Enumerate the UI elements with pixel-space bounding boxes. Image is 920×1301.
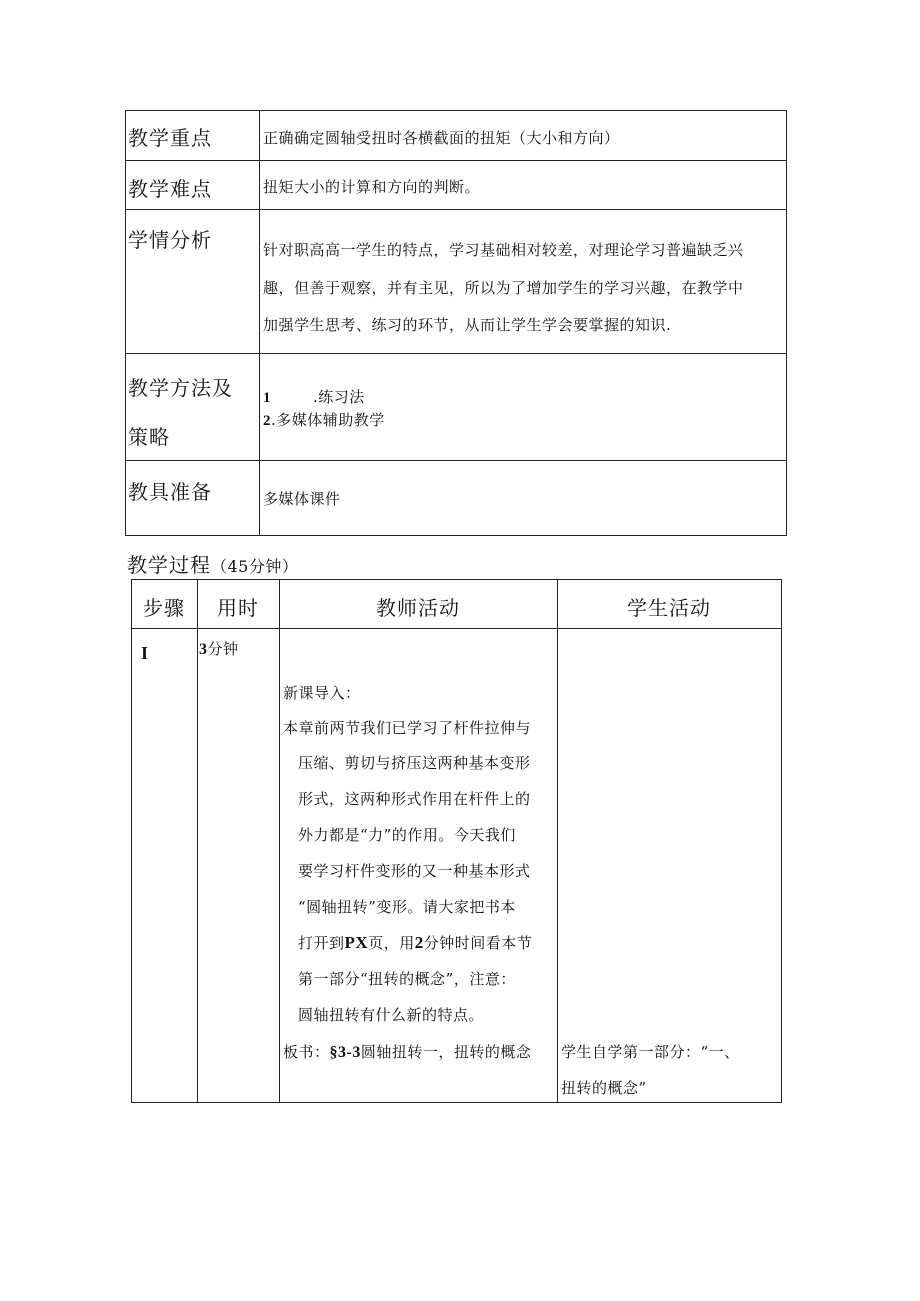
method-item-number: 1 <box>263 390 271 406</box>
key-points-label: 教学重点 <box>128 126 212 150</box>
process-title <box>127 549 298 578</box>
student-activity-line: 扭转的概念” <box>561 1079 647 1097</box>
materials-content: 多媒体课件 <box>263 490 341 508</box>
teacher-text-line: “圆轴扭转”变形。请大家把书本 <box>298 898 516 916</box>
teacher-text-segment: 分钟时间看本节 <box>423 934 533 952</box>
teacher-text-line: 第一部分“扭转的概念”，注意： <box>298 970 516 988</box>
board-title: 圆轴扭转一，扭转的概念 <box>360 1043 532 1061</box>
process-title-text: 教学过程 <box>127 553 211 577</box>
learner-analysis-line: 加强学生思考、练习的环节，从而让学生学会要掌握的知识. <box>263 316 672 334</box>
method-item-text: .练习法 <box>313 388 365 406</box>
learner-analysis-label: 学情分析 <box>128 228 212 252</box>
header-time: 用时 <box>217 596 259 620</box>
difficulties-label: 教学难点 <box>128 177 212 201</box>
method-item <box>263 386 365 407</box>
time-number: 3 <box>199 641 208 658</box>
difficulties-content: 扭矩大小的计算和方向的判断。 <box>263 178 481 196</box>
teacher-text-line <box>298 932 532 953</box>
teacher-text-line: 外力都是“力”的作用。今天我们 <box>298 826 516 844</box>
header-step: 步骤 <box>143 596 185 620</box>
method-item-text: .多媒体辅助教学 <box>271 411 385 429</box>
board-writing <box>283 1041 531 1062</box>
materials-label: 教具准备 <box>128 480 212 504</box>
time-unit: 分钟 <box>207 640 239 658</box>
student-activity-line: 学生自学第一部分：“一、 <box>561 1043 740 1061</box>
method-item-number: 2 <box>263 413 271 429</box>
teacher-text-line: 压缩、剪切与挤压这两种基本变形 <box>298 754 531 772</box>
methods-label-line1: 教学方法及 <box>128 376 233 400</box>
header-teacher: 教师活动 <box>376 596 460 620</box>
teacher-text-line: 要学习杆件变形的又一种基本形式 <box>298 862 531 880</box>
board-label: 板书： <box>283 1043 330 1061</box>
step-number: I <box>141 643 149 663</box>
header-student: 学生活动 <box>627 596 711 620</box>
process-duration: （45分钟） <box>211 557 299 576</box>
teacher-text-segment: 页，用 <box>368 934 415 952</box>
minutes-number: 2 <box>414 933 424 952</box>
section-number: §3-3 <box>329 1044 361 1061</box>
key-points-content: 正确确定圆轴受扭时各横截面的扭矩（大小和方向） <box>263 129 620 147</box>
teacher-text-line: 形式，这两种形式作用在杆件上的 <box>298 790 531 808</box>
method-item <box>263 409 385 430</box>
time-cell <box>199 638 239 659</box>
learner-analysis-line: 趣，但善于观察，并有主见，所以为了增加学生的学习兴趣，在教学中 <box>263 279 744 297</box>
learner-analysis-line: 针对职高高一学生的特点，学习基础相对较差，对理论学习普遍缺乏兴 <box>263 241 744 259</box>
methods-label-line2: 策略 <box>128 425 170 449</box>
teacher-text-line: 本章前两节我们已学习了杆件拉伸与 <box>283 719 532 737</box>
teacher-text-line: 圆轴扭转有什么新的特点。 <box>298 1006 485 1024</box>
teacher-text-segment: 打开到 <box>298 934 345 952</box>
page-placeholder: PX <box>344 933 369 952</box>
teacher-intro-label: 新课导入： <box>283 684 361 702</box>
